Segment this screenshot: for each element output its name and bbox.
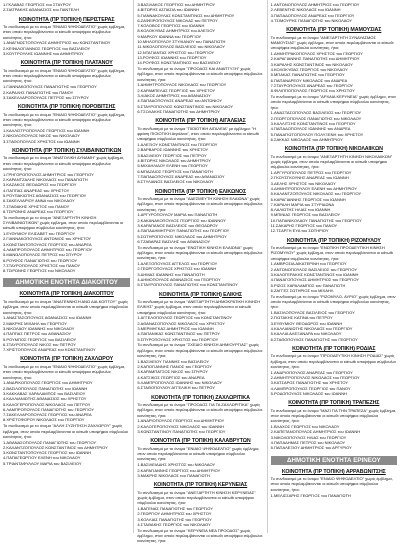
candidate-line: 9.ΜΠΙΝΙΑΣ ΓΕΩΡΓΙΟΣ του ΒΑΣΙΛΕΙΟΥ [270, 212, 341, 218]
candidate-line: 2.ΚΑΛΟΓΕΡΟΠΟΥΛΟΣ ΝΙΚΟΛΑΟΣ του ΙΩΑΝΝΗ [137, 423, 224, 429]
candidate-line: 4.ΤΣΙΜΟΥΡΗΣ ΠΑΝΑΓΙΩΤΗΣ του ΝΙΚΟΛΑΟΥ [270, 17, 353, 23]
candidate-line: 3.ΚΩΝΣΤΑΝΤΟΠΟΥΛΟΣ ΓΕΩΡΓΙΟΣ του ΑΝΔΡΕΑ [3, 241, 92, 247]
community-heading: ΚΟΙΝΟΤΗΤΑ (ΠΡ ΤΟΠΙΚΗ) ΡΙΖΟΜΥΛΟΥ [286, 237, 381, 244]
candidate-line: 4.ΠΑΠΑΔΗΜΑΣ ΠΕΤΡΟΣ του ΝΙΚΟΛΑΟΥ [270, 440, 346, 446]
candidate-line: 5.ΜΠΑΚΑΣ ΠΑΝΑΓΙΩΤΗΣ του ΓΕΩΡΓΙΟΥ [270, 72, 345, 78]
candidate-line: 1.ΓΙΑΝΝΑΚΟΠΟΥΛΟΣ ΠΑΝΑΓΙΩΤΗΣ του ΓΕΩΡΓΙΟΥ [3, 84, 97, 90]
candidate-line: 6.ΣΤΑΘΟΠΟΥΛΟΣ ΠΑΝΑΓΙΩΤΗΣ του ΓΕΩΡΓΙΟΥ [270, 336, 358, 342]
ballot-description: Το συνδυασμό με το όνομα "ΑΝΕΞΑΡΤΗΤΗ ΚΙΝΗΣΗ ΝΙΚΟΛΑΙΙΚΩΝ" χωρίς έμβλημα, στον οποίο περιλαμβάνονται οι κάτωθι υποψήφιοι σύμβουλοι κοινότητας, ήτοι: [270, 153, 393, 170]
ballot-description: Το συνδυασμό με το όνομα "ΠΡΟΟΔΕΥΤΙΚΗ ΚΙΝΗΣΗ ΡΟΔΙΑΣ" χωρίς έμβλημα, στον οποίο περιλαμβάνονται οι κάτωθι υποψήφιοι σύμβουλοι κοινότητας, ήτοι: [270, 353, 396, 370]
candidate-line: 2.ΔΗΜΗΤΡΟΠΟΥΛΟΣ ΝΙΚΟΛΑΟΣ του ΓΕΩΡΓΙΟΥ [270, 375, 360, 381]
ballot-description: Το συνδυασμό με το όνομα "ΕΝΙΑΙΟ ΨΗΦΟΔΕΛΤΙΟ" χωρίς έμβλημα, στον οποίο περιλαμβάνονται οι κάτωθι υποψήφιοι σύμβουλοι κοινότητας, ήτοι: [3, 24, 126, 40]
candidate-line: 3.ΚΑΡΑΠΑΝΟΣ ΒΑΣΙΛΕΙΟΣ του ΘΕΟΔΩΡΟΥ [137, 222, 219, 228]
column-middle [133, 0, 266, 544]
candidate-line: 12.ΝΤΑΓΙΑΝΤΑΣ ΧΡΗΣΤΟΣ του ΓΕΩΡΓΙΟΥ [137, 49, 215, 55]
candidate-line: 4.ΚΑΛΛΙΑΝΙΩΤΗΣ ΝΙΚΟΛΑΟΣ του ΓΕΩΡΓΙΟΥ [270, 326, 353, 332]
candidate-line: 2.ΑΝΤΩΝΟΠΟΥΛΟΣ ΒΑΣΙΛΕΙΟΣ του ΓΕΩΡΓΙΟΥ [270, 266, 358, 272]
candidate-line: 3.ΣΤΑΘΟΠΟΥΛΟΣ ΧΡΗΣΤΟΣ του ΙΩΑΝΝΗ [3, 138, 80, 144]
candidate-line: 4.ΠΑΠΑΔΟΠΟΥΛΟΣ ΙΩΑΝΝΗΣ του ΑΝΔΡΕΑ [270, 126, 351, 132]
candidate-line: 6.ΣΤΑΥΡΟΠΟΥΛΟΣ ΝΙΚΟΣ του ΠΕΤΡΟΥ [3, 341, 76, 347]
ballot-description: Το συνδυασμό με το όνομα "ΑΝΕΞΑΡΤΗΤΗ ΔΗΜΟΚΡΑΤΙΚΗ ΚΙΝΗΣΗ ΕΛΙΚΗΣ" χωρίς έμβλημα, στον οποίο περιλαμβάνονται οι κάτωθι υποψήφιοι σύμβουλοι κοινότητας, ήτοι: [137, 299, 261, 315]
candidate-line: 1.ΑΝΔΡΙΟΠΟΥΛΟΣ ΓΕΩΡΓΙΟΣ του ΔΗΜΗΤΡΙΟΥ [137, 418, 225, 424]
community-heading: ΚΟΙΝΟΤΗΤΑ (ΠΡ ΤΟΠΙΚΗ) ΖΑΧΛΩΡΟΥ [20, 356, 114, 363]
candidate-line: 1.ΑΝΔΡΙΚΟΠΟΥΛΟΣ ΓΕΩΡΓΙΟΣ του ΔΗΜΗΤΡΙΟΥ [3, 380, 93, 386]
candidate-line: 4.ΠΑΠΑΝΙΚΑΣ ΚΩΝΣΤΑΝΤΙΝΟΣ του ΠΕΤΡΟΥ [137, 331, 220, 337]
candidate-line: 6.ΤΣΟΛΑΚΗΣ ΠΑΝΑΓΙΩΤΗΣ του ΔΗΜΗΤΡΙΟΥ [137, 108, 220, 114]
ballot-description: Το συνδυασμό με το όνομα "ΕΝΩΤΙΚΗ ΚΙΝΗΣΗ ΕΛΑΙΩΝΑ" χωρίς έμβλημα, στον οποίο περιλαμβάνονται οι κάτωθι υποψήφιοι σύμβουλοι κοινότητας, ήτοι: [137, 244, 263, 261]
candidate-line: 4.ΠΑΠΑΔΟΠΟΥΛΟΣ ΑΝΔΡΕΑΣ του ΑΝΤΩΝΙΟΥ [137, 98, 222, 104]
candidate-line: 3.ΝΙΚΟΛΑΟΥ ΙΩΑΝΝΗΣ του ΝΙΚΟΛΑΟΥ [3, 325, 75, 331]
candidate-line: 5.ΚΑΛΟΓΕΡΟΠΟΥΛΟΣ ΝΙΚΟΛΑΟΣ του ΠΕΤΡΟΥ [3, 401, 91, 407]
candidate-line: 8.ΤΣΙΡΩΝΗΣ ΑΝΔΡΕΑΣ του ΓΕΩΡΓΙΟΥ [3, 208, 74, 214]
candidate-line: 2.ΚΑΛΑΝΤΖΟΠΟΥΛΟΣ ΚΩΝΣΤΑΝΤΙΝΟΣ του ΔΗΜΗΤΡΙΟΥ [3, 444, 108, 450]
candidate-line: 4.ΛΑΜΠΡΟΠΟΥΛΟΣ ΔΗΜΗΤΡΙΟΣ του ΓΕΩΡΓΙΟΥ [3, 246, 93, 252]
candidate-line: 14.ΡΟΥΦΟΣ ΚΩΝΣΤΑΝΤΙΝΟΣ του ΒΑΣΙΛΕΙΟΥ [137, 60, 221, 66]
candidate-line: 5.ΣΤΑΥΡΟΠΟΥΛΟΣ ΚΩΝΣΤΑΝΤΙΝΟΣ του ΝΙΚΟΛΑΟΥ [137, 103, 234, 109]
candidate-line: 1.ΑΝΑΓΝΩΣΤΟΠΟΥΛΟΣ ΔΗΜΗΤΡΙΟΣ του ΚΩΝΣΤΑΝΤΙΝΟΥ [3, 40, 111, 46]
ballot-description: Το συνδυασμό με το όνομα "ΑΡΧΑΙΑ ΚΕΡΥΝΕΙΑ" χωρίς έμβλημα, στον οποίο περιλαμβάνονται οι κάτωθι υποψήφιοι σύμβουλοι κοινότητας, ήτοι: [270, 93, 397, 110]
candidate-line: 7.ΣΑΚΕΛΛΑΡΟΠΟΥΛΟΣ ΓΕΩΡΓΙΟΣ του ΑΝΔΡΕΑ [3, 412, 92, 418]
candidate-line: 6.ΚΑΡΑΓΙΑΝΝΗΣ ΓΕΩΡΓΙΟΣ του ΙΩΑΝΝΗ [270, 196, 346, 202]
candidate-line: 1.ΒΛΑΧΟΣ ΓΕΩΡΓΙΟΣ του ΝΙΚΟΛΑΟΥ [270, 424, 340, 430]
ballot-description: Το συνδυασμό με το όνομα "ΕΝΙΑΙΟ ΨΗΦΟΔΕΛΤΙΟ" χωρίς έμβλημα, στον οποίο περιλαμβάνονται οι κάτωθι υποψήφιοι σύμβουλοι κοινότητας, ήτοι: [137, 445, 260, 462]
candidate-line: 5.ΡΟΥΠΑΚΙΩΤΗΣ ΑΘΑΝΑΣΙΟΣ του ΓΕΩΡΓΙΟΥ [3, 193, 87, 199]
candidate-line: 2.ΜΑΚΡΗΣ ΜΙΧΑΗΛ του ΓΕΩΡΓΙΟΥ [3, 320, 67, 326]
candidate-line: 1.ΜΕΛΙΣΣΑΡΗΣ ΓΕΩΡΓΙΟΣ του ΠΑΝΑΓΙΩΤΗ [270, 492, 351, 498]
ballot-description: Το συνδυασμό με το όνομα "ΕΝΩΤΙΚΗ ΠΡΟΟΔΕΥΤΙΚΗ ΚΙΝΗΣΗ ΡΙΖΟΜΥΛΟΥ" χωρίς έμβλημα, στον οποίο περιλαμβάνονται οι κάτωθι υποψήφιοι σύμβουλοι κοινότητας, ήτοι: [270, 245, 394, 261]
candidate-line: 3.ΛΙΑΚΟΣ ΔΗΜΗΤΡΙΟΣ του ΑΘΑΝΑΣΙΟΥ [137, 93, 211, 99]
community-heading: ΚΟΙΝΟΤΗΤΑ (ΠΡ ΤΟΠΙΚΗ) ΚΕΡΥΝΕΙΑΣ [153, 482, 248, 489]
community-heading: ΚΟΙΝΟΤΗΤΑ (ΠΡ ΤΟΠΙΚΗ) ΠΟΡΟΒΙΤΣΗΣ [17, 104, 116, 111]
candidate-line: 3.ΠΑΠΑΔΟΠΟΥΛΟΣ ΑΝΔΡΕΑΣ του ΓΕΩΡΓΙΟΥ [270, 12, 355, 18]
ballot-description: Το συνδυασμό με το όνομα "ΑΝΑΓΕΝΝΗΣΗ ΑΝΩ ΔΙΑ-ΚΟΠΤΟΥ" χωρίς έμβλημα, στον οποίο περιλαμβάνονται οι κάτωθι υποψήφιοι σύμβουλοι κοινότητας, ήτοι: [3, 298, 129, 315]
ballot-description: Το συνδυασμό με το όνομα "ΑΝΑΤΟΛΙΚΗ ΔΥΝΑΜΗ" χωρίς έμβλημα, στον οποίο περιλαμβάνονται οι κάτωθι υποψήφιοι σύμβουλοι κοινότητας, ήτοι: [3, 155, 125, 172]
ballot-description: Το συνδυασμό με το όνομα "ΕΝΙΑΙΟ ΨΗΦΟΔΕΛΤΙΟ" χωρίς έμβλημα, στον οποίο περιλαμβάνονται οι κάτωθι υποψήφιοι σύμβουλοι κοινότητας, ήτοι: [3, 363, 126, 380]
ballot-description: Το συνδυασμό με το όνομα "ΠΙΟΙΟΤΙΚΗ ΑΙΓΑΛΕΙΑ" με έμβλημα: "Η φράση ΠΙΟΙΟΤΙΚΗ Αιγιάλεια", στον οποίο περιλαμβάνονται οι κάτωθι υποψήφιοι σύμβουλοι κοινότητας, ήτοι: [137, 125, 259, 142]
candidate-line: 2.ΚΑΡΑΝΤΖΑΛΗΣ ΝΙΚΟΛΑΟΣ του ΠΑΝΑΓΙΩΤΗ [3, 177, 88, 183]
candidate-line: 5.ΣΠΥΡΟΠΟΥΛΟΣ ΧΡΗΣΤΟΣ του ΓΕΩΡΓΙΟΥ [137, 336, 219, 342]
candidate-line: 3.ΔΕΛΗΣ ΧΡΗΣΤΟΣ του ΝΙΚΟΛΑΟΥ [270, 180, 336, 186]
candidate-line: 7.ΚΟΛΟΒΟΣ ΓΕΩΡΓΙΟΣ του ΙΩΑΝΝΗ [137, 23, 205, 29]
ballot-description: Το συνδυασμό με το όνομα "ΑΔΕΣΜΕΥΤΗ ΚΙΝΗΣΗ ΕΛΑΙΩΝΑ" χωρίς έμβλημα, στον οποίο περιλαμβάνονται οι κάτωθι υποψήφιοι σύμβουλοι κοινότητας, ήτοι: [137, 196, 263, 212]
candidate-line: 1.ΑΡΓΥΡΟΠΟΥΛΟΥ ΜΑΡΙΑ του ΠΑΝΑΓΙΩΤΗ [137, 212, 218, 218]
candidate-line: 1.ΑΝΔΡΙΟΠΟΥΛΟΣ ΑΝΔΡΕΑΣ του ΓΕΩΡΓΙΟΥ [270, 369, 353, 375]
column-left [0, 0, 133, 533]
candidate-line: 3.ΚΩΝΣΤΑΝΤΙΝΟΥ ΠΑΝΑΓΙΩΤΗΣ του ΓΕΩΡΓΙΟΥ [137, 429, 226, 435]
candidate-line: 2.ΚΑΡΑΛΗΣ ΠΑΝΑΓΙΩΤΗΣ του ΠΑΝΟΥ [3, 89, 74, 95]
candidate-line: 6.ΡΟΥΦΟΣ ΠΑΝΑΓΙΩΤΗΣ του ΓΕΩΡΓΙΟΥ [3, 257, 78, 263]
column-right [267, 0, 400, 533]
candidate-line: 8.ΚΟΛΟΚΥΘΑΣ ΔΗΜΗΤΡΙΟΣ του ΑΛΕΞΙΟΥ [137, 28, 216, 34]
community-heading: ΚΟΙΝΟΤΗΤΑ (ΠΡ ΤΟΠΙΚΗ) ΚΑΛΑΒΡΥΤΩΝ [150, 438, 251, 445]
candidate-line: 3.ΚΑΛΟΓΕΡΑΚΗΣ ΚΩΝΣΤΑΝΤΙΝΟΣ του ΙΩΑΝΝΗ [270, 272, 359, 278]
candidate-line: 5.ΠΑΝΑΓΙΩΤΟΠΟΥΛΟΥ ΠΟΛΥΞΕΝΗ του ΧΡΗΣΤΟΥ [270, 131, 364, 137]
candidate-line: 8.ΣΤΥΛΙΑΝΟΣ ΒΑΣΙΛΕΙΟΣ του ΝΙΚΟΛΑΟΥ [137, 179, 214, 185]
candidate-line: 2.ΓΙΩΤΑΚΗΣ ΚΑΤΙΝΑ του ΠΕΤΡΟΥ [270, 315, 333, 321]
candidate-line: 9.ΜΑΡΚΟΥ ΙΩΑΝΝΑ του ΓΕΩΡΓΙΟΥ [137, 33, 202, 39]
ballot-description: Το συνδυασμό με το όνομα "ΑΝΕΞΑΡΤΗΤΗ ΚΙΝΗΣΗ ΚΕΡΥΝΕΙΑΣ" χωρίς έμβλημα, στον οποίο περιλαμβάνονται οι κάτωθι υποψήφιοι σύμβουλοι κοινότητας, ήτοι: [137, 489, 256, 506]
candidate-line: 3.ΚΑΛΛΙΤΣΗΣ ΚΩΝΣΤΑΝΤΙΝΟΣ του ΓΕΩΡΓΙΟΥ [270, 120, 356, 126]
candidate-line: 1.ΔΗΜΗΤΡΟΠΟΥΛΟΣ ΝΙΚΟΛΑΟΣ του ΓΕΩΡΓΙΟΥ [137, 82, 227, 88]
candidate-line: 3.ΚΑΖΑΚΟΣ ΘΕΟΔΩΡΟΣ του ΓΕΩΡΓΙΟΥ [3, 182, 77, 188]
candidate-line: 2.ΚΕΦΑΛΟΓΙΑΝΝΟΣ ΓΕΩΡΓΙΟΣ του ΒΑΣΙΛΕΙΟΥ [3, 45, 91, 51]
candidate-line: 7.ΣΤΑΘΑΚΗΣ ΧΡΗΣΤΟΣ του ΠΑΝΟΥ [3, 203, 70, 209]
candidate-line: 4.ΚΑΛΛΙΑΝΙΩΤΗΣ ΑΘΑΝΑΣΙΟΣ του ΧΡΗΣΤΟΥ [3, 396, 87, 402]
candidate-line: 2.ΓΕΩΡΓΟΠΟΥΛΟΣ ΠΑΝΑΓΙΩΤΗΣ του ΝΙΚΟΛΑΟΥ [270, 115, 362, 121]
candidate-line: 2.ΓΙΑΝΝΑΚΟΠΟΥΛΟΣ ΑΝΤΩΝΙΟΣ του ΧΡΗΣΤΟΥ [3, 236, 92, 242]
candidate-line: 3.ΒΑΣΙΛΑΚΟΣ ΓΕΩΡΓΙΟΣ του ΔΗΜΗΤΡΙΟΥ [137, 2, 216, 7]
candidate-line: 1.ΑΜΒΡΟΣΙΑ ΑΙΚΑΤΕΡΙΝΗ του ΓΕΩΡΓΙΟΥ [270, 261, 347, 267]
candidate-line: 6.ΜΠΑΖΑΙΟΣ ΓΕΩΡΓΙΟΣ του ΠΑΝΑΓΙΩΤΗ [137, 168, 213, 174]
community-heading: ΚΟΙΝΟΤΗΤΑ (ΠΡ ΤΟΠΙΚΗ) ΣΥΛΙΒΑΙΝΙΩΤΙΚΩΝ [12, 147, 122, 154]
community-heading: ΚΟΙΝΟΤΗΤΑ (ΠΡ ΤΟΠΙΚΗ) ΤΡΑΠΕΖΗΣ [288, 400, 380, 407]
candidate-line: 3.ΕΥΘΥΜΙΟΥ ΘΕΟΔΩΡΟΣ του ΙΩΑΝΝΗ [270, 320, 343, 326]
candidate-line: 2.ΓΕΩΡΓΟΠΟΥΛΟΣ ΧΡΗΣΤΟΣ του ΙΩΑΝΝΗ [137, 266, 217, 272]
candidate-line: 2.ΛΕΒΕΝΤΗΣ ΝΙΚΟΛΑΟΣ του ΙΩΑΝΝΗ [270, 7, 341, 13]
candidate-line: 1.ΕΥΘΥΜΙΟΥ ΕΛΙΣΑΒΕΤ του ΓΕΩΡΓΙΟΥ [3, 231, 76, 237]
candidate-line: 4.ΣΤΑΘΑΚΗΣ ΓΕΩΡΓΙΟΣ του ΝΙΚΟΛΑΟΥ [137, 521, 211, 527]
candidate-line: 1.ΑΝΑΣΤΑΣΟΠΟΥΛΟΣ ΒΑΣΙΛΕΙΟΣ του ΓΕΩΡΓΙΟΥ [270, 110, 362, 116]
candidate-line: 6.ΖΑΓΓΕΣ ΣΩΤΗΡΙΟΣ του ΜΙΧΑΗΛ [270, 287, 334, 293]
candidate-line: 11.ΣΑΚΑΡΗΣ ΓΕΩΡΓΙΟΣ του ΠΑΝΟΥ [270, 222, 338, 228]
candidate-line: 4.ΠΑΝΑΓΟΠΟΥΛΟΣ ΔΗΜΗΤΡΙΟΣ του ΓΕΩΡΓΙΟΥ [270, 277, 359, 283]
candidate-line: 5.ΡΙΖΟΣ ΧΑΡΑΛΑΜΠΟΣ του ΠΑΝΑΓΙΩΤΗ [270, 282, 346, 288]
community-heading: ΚΟΙΝΟΤΗΤΑ (ΠΡ ΤΟΠΙΚΗ) ΕΛΙΚΩΝΟΣ [154, 188, 247, 195]
ballot-description: Το συνδυασμό με το όνομα "ΚΕΡΥΝΕΙΑ ΝΕΑ ΠΡΟΟΔΟΣ" χωρίς έμβλημα, στον οποίο περιλαμβάνονται οι κάτωθι υποψήφιοι σύμβουλοι κοινότητας, ήτοι: [137, 527, 263, 544]
candidate-line: 5.ΤΡΙΑΝΤΑΦΥΛΛΟΥ ΜΑΡΙΑ του ΒΑΣΙΛΕΙΟΥ [3, 460, 82, 466]
candidate-line: 2.ΓΚΟΥΣΓΚΟΥΝΗΣ ΑΝΔΡΕΑΣ του ΙΩΑΝΝΗ [270, 175, 349, 181]
candidate-line: 1.ΚΑΛΛΙΣΤΡΟΠΟΥΛΟΣ ΓΕΩΡΓΙΟΣ του ΙΩΑΝΝΗ [3, 128, 90, 134]
ballot-description: Το συνδυασμό με το όνομα "ΑΝΕΞΑΡΤΗΤΗ ΚΙΝΗΣΗ ΣΥΛΙΒΑΙΝΙΩΤΙΚΩΝ" χωρίς έμβλημα, στον οποίο περιλαμβάνονται οι κάτωθι υποψήφιοι σύμβουλοι κοινότητας, ήτοι: [3, 214, 124, 231]
candidate-line: 1.ΑΝΑΣΤΑΣΟΠΟΥΛΟΣ ΑΘΑΝΑΣΙΟΣ του ΙΩΑΝΝΗ [3, 315, 92, 321]
candidate-line: 5.ΜΙΧΑΗΛΙΔΟΥ ΕΛΕΝΗ του ΓΕΩΡΓΙΟΥ [137, 163, 208, 169]
candidate-line: 2.ΚΑΡΑΓΙΑΝΝΗΣ ΓΕΩΡΓΙΟΣ του ΔΗΜΗΤΡΙΟΥ [137, 467, 221, 473]
candidate-line: 1.ΑΝΤΩΝΟΠΟΥΛΟΣ ΔΗΜΗΤΡΙΟΣ του ΓΕΩΡΓΙΟΥ [270, 2, 360, 7]
candidate-line: 7.ΣΤΑΥΡΟΠΟΥΛΟΣ ΑΝΔΡΕΑΣ του ΓΕΩΡΓΙΟΥ [270, 82, 354, 88]
candidate-line: 3.ΚΑΤΣΑΡΟΣ ΠΑΝΑΓΙΩΤΗΣ του ΧΡΗΣΤΟΥ [270, 380, 349, 386]
candidate-line: 2.ΒΑΡΒΑΡΟΣ ΙΩΑΝΝΗΣ του ΧΡΗΣΤΟΥ [137, 147, 209, 153]
candidate-line: 1.ΔΗΜΗΤΡΑΚΟΠΟΥΛΟΣ ΧΡΗΣΤΟΣ του ΓΕΩΡΓΙΟΥ [270, 51, 363, 57]
candidate-line: 4.ΒΙΤΩΡΗΣ ΑΣΠΑΣΙΑ του ΙΩΑΝΝΗ [137, 7, 200, 13]
ballot-description: Το συνδυασμό με το όνομα "ΕΝΙΑΙΟ ΨΗΦΟΔΕΛΤΙΟ" χωρίς έμβλημα, στον οποίο περιλαμβάνονται οι κάτωθι υποψήφιοι σύμβουλοι κοινότητας, ήτοι: [270, 476, 393, 492]
candidate-line: 4.ΒΙΤΩΡΗΣ ΝΙΚΟΛΑΟΣ του ΔΗΜΗΤΡΙΟΥ [137, 158, 211, 164]
municipal-unit-banner: ΔΗΜΟΤΙΚΗ ΕΝΟΤΗΤΑ ΔΙΑΚΟΠΤΟΥ [3, 278, 130, 287]
candidate-line: 5.ΓΙΑΝΝΑΚΟΥΛΑΣ ΚΩΝΣΤΑΝΤΙΝΟΣ του ΔΗΜΗΤΡΙΟΥ [137, 12, 235, 18]
community-heading: ΚΟΙΝΟΤΗΤΑ (ΠΡ ΤΟΠΙΚΗ) ΔΙΑΚΟΠΤΟΥ [19, 291, 114, 298]
candidate-line: 5.ΠΑΠΑΛΕΞΙΟΥ ΔΗΜΗΤΡΙΟΣ του ΑΡΓΥΡΙΟΥ [270, 445, 352, 451]
candidate-line: 1.ΑΡΓΥΡΟΠΟΥΛΟΣ ΠΕΤΡΟΣ του ΓΕΩΡΓΙΟΥ [270, 170, 352, 176]
candidate-line: 10.ΠΑΠΑΝΙΚΟΛΑΟΥ ΠΑΝΑΓΙΩΤΗΣ του ΓΕΩΡΓΙΟΥ [270, 217, 362, 223]
candidate-line: 5.ΡΟΔΟΠΟΥΛΟΣ ΝΙΚΟΛΑΟΣ του ΙΩΑΝΝΗ [270, 391, 347, 396]
candidate-line: 3.ΚΩΝΣΤΑΝΤΟΠΟΥΛΟΣ ΓΕΩΡΓΙΟΣ του ΙΩΑΝΝΗ [3, 450, 92, 456]
candidate-line: 1.ΑΓΓΕΛΟΠΟΥΛΟΣ ΓΕΩΡΓΙΟΣ του ΚΩΝΣΤΑΝΤΙΝΟΥ [137, 315, 233, 321]
candidate-line: 11.ΝΙΚΟΛΟΠΟΥΛΟΣ ΒΑΣΙΛΕΙΟΣ του ΝΙΚΟΛΑΟΥ [137, 44, 226, 50]
candidate-line: 8.ΦΙΛΙΠΠΟΠΟΥΛΟΣ ΓΕΩΡΓΙΟΣ του ΧΡΗΣΤΟΥ [270, 88, 355, 94]
candidate-line: 3.ΜΑΚΡΗΣ ΝΙΚΟΛΑΟΣ του ΠΑΝΑΓΙΩΤΗ [137, 472, 210, 478]
candidate-line: 7.ΣΤΑΥΡΟΠΟΥΛΟΣ ΧΡΗΣΤΟΣ του ΠΑΝΟΥ [3, 262, 81, 268]
candidate-line: 7.ΧΡΙΣΤΟΠΟΥΛΟΣ ΑΝΔΡΕΑΣ του ΚΩΝΣΤΑΝΤΙΝΟΥ [3, 347, 96, 353]
candidate-line: 3.ΔΗΜΑΣ ΙΩΑΝΝΗΣ του ΠΑΝΑΓΙΩΤΗ [137, 271, 205, 277]
candidate-line: 4.ΠΑΠΑΔΗΜΗΤΡΙΟΥ ΠΑΝΑΓΙΩΤΗΣ του ΓΕΩΡΓΙΟΥ [137, 228, 230, 234]
candidate-line: 3.ΜΕΡΜΗΓΚΑΣ ΔΗΜΗΤΡΙΟΣ του ΙΩΑΝΝΗ [137, 326, 214, 332]
ballot-description: Το συνδυασμό με το όνομα "ΣΧΕΔΙΟ ΚΙΝΗΣΗ ΔΗΜΙΟΥΡΓΙΑΣ" χωρίς έμβλημα, στον οποίο περιλαμβάνονται οι κάτωθι υποψήφιοι σύμβουλοι κοινότητας, ήτοι: [137, 342, 263, 359]
candidate-line: 5.ΚΑΛΑΝΤΖΟΠΟΥΛΟΣ ΝΙΚΟΛΑΟΣ του ΓΕΩΡΓΙΟΥ [270, 191, 362, 197]
candidate-line: 6.ΖΑΦΕΙΡΟΠΟΥΛΟΣ ΝΙΚΟΛΑΣ του ΠΕΤΡΟΥ [137, 17, 218, 23]
candidate-line: 2.ΝΙΚΟΛΟΠΟΥΛΟΣ ΝΙΚΟΣ του ΝΙΚΟΛΑΟΥ [3, 133, 80, 139]
candidate-line: 6.ΣΑΚΕΛΛΑΡΙΟΥ ΑΝΝΑ του ΝΙΚΟΛΑΟΥ [3, 198, 75, 204]
ballot-description: Το συνδυασμό με το όνομα "ΠΡΟΟΔΟΣ ΚΑΙ ΑΝΑΠΤΥΞΗ" χωρίς έμβλημα, στον οποίο περιλαμβάνονται οι κάτωθι υποψήφιοι σύμβουλοι κοινότητας, ήτοι: [137, 66, 263, 82]
ballot-description: Το συνδυασμό με το όνομα "ΠΡΟΟΔΟΣ ΓΙΑ ΤΑ ΖΑΧΛΩΡΙΤΙΚΑ" χωρίς έμβλημα, στον οποίο περιλαμβάνονται οι κάτωθι υποψήφιοι σύμβουλοι κοινότητας, ήτοι: [137, 402, 263, 418]
candidate-line: 3.ΒΑΣΙΛΕΙΟΥ ΓΕΩΡΓΙΟΣ του ΠΕΤΡΟΥ [137, 152, 207, 158]
candidate-line: 3.ΝΙΚΟΛΟΠΟΥΛΟΣ ΗΛΙΑΣ του ΓΕΩΡΓΙΟΥ [270, 434, 347, 440]
candidate-line: 4.ΚΟΛΟΚΥΘΑΣ ΓΕΩΡΓΙΟΣ του ΝΙΚΟΛΑΟΥ [270, 66, 348, 72]
candidate-line: 6.ΣΑΚΚΑΣ ΝΙΚΟΛΑΟΣ του ΔΗΜΗΤΡΙΟΥ [270, 136, 343, 142]
candidate-line: 1.ΑΛΕΞΟΠΟΥΛΟΣ ΑΓΓΕΛΟΣ του ΓΕΩΡΓΙΟΥ [137, 261, 218, 267]
candidate-line: 2.ΑΘΑΝΑΣΟΠΟΥΛΟΣ ΝΙΚΟΛΑΟΣ του ΧΡΗΣΤΟΥ [137, 320, 225, 326]
candidate-line: 10.ΜΗΛΟΠΟΥΛΟΥ ΣΤΥΛΙΑΝΟΥ του ΠΑΝΑΓΙΩΤΗ [137, 39, 226, 45]
candidate-line: 4.ΛΑΜΠΡΟΠΟΥΛΟΣ ΓΕΩΡΓΙΟΣ του ΠΑΝΟΥ [270, 385, 351, 391]
candidate-line: 8.ΤΣΙΡΩΝΗΣ ΓΕΩΡΓΙΟΣ του ΝΙΚΟΛΑΟΥ [3, 268, 76, 274]
candidate-line: 13.ΡΟΥΦΟΣ ΙΩΑΝΝΗΣ του ΓΕΩΡΓΙΟΥ [137, 54, 207, 60]
community-heading: ΚΟΙΝΟΤΗΤΑ (ΠΡ ΤΟΠΙΚΗ) ΖΑΧΛΩΡΙΤΙΚΑ [151, 394, 250, 401]
candidate-line: 2.ΚΑΡΑΜΠΕΛΑΣ ΓΕΩΡΓΙΟΣ του ΧΡΗΣΤΟΥ [137, 87, 216, 93]
municipal-unit-banner: ΔΗΜΟΤΙΚΗ ΕΝΟΤΗΤΑ ΕΡΙΝΕΟΥ [271, 456, 397, 465]
candidate-line: 6.ΤΖΑΒΑΡΑΣ ΒΑΣΙΛΗΣ του ΑΘΑΝΑΣΙΟΥ [137, 238, 211, 244]
candidate-line: 5.ΛΑΜΠΡΟΠΟΥΛΟΣ ΙΩΑΝΝΗΣ του ΝΙΚΟΛΑΟΥ [137, 380, 223, 385]
candidate-line: 6.ΠΑΠΑΝΔΡΕΟΥ ΝΙΚΟΛΑΟΣ του ΑΝΔΡΕΑ [270, 77, 348, 83]
candidate-line: 2.ΓΕΩΡΓΙΟΥ ΔΗΜΗΤΡΙΟΣ του ΧΡΗΣΤΟΥ [137, 511, 212, 517]
candidate-line: 2.ΚΑΡΑΓΙΑΝΝΗΣ ΠΑΝΑΓΙΩΤΗΣ του ΔΗΜΗΤΡΙΟΥ [270, 56, 360, 62]
community-heading: ΚΟΙΝΟΤΗΤΑ (ΠΡ ΤΟΠΙΚΗ) ΑΙΓΑΛΕΙΑΣ [155, 118, 246, 125]
candidate-line: 3.ΚΑΡΑΛΗΣ ΚΩΝΣΤΑΝΤΙΝΟΣ του ΝΙΚΟΛΑΟΥ [270, 61, 353, 67]
candidate-line: 2.ΒΑΣΙΛΟΠΟΥΛΟΣ ΠΑΝΑΓΙΩΤΗΣ του ΙΩΑΝΝΗ [3, 385, 88, 391]
community-heading: ΚΟΙΝΟΤΗΤΑ (ΠΡ ΤΟΠΙΚΗ) ΜΑΜΟΥΣΙΑΣ [286, 27, 382, 34]
candidate-line: 3.ΚΑΚΚΑΒΑΣ ΧΑΡΑΛΑΜΠΟΣ του ΒΑΣΙΛΕΙΟΥ [3, 390, 86, 396]
candidate-line: 7.ΚΑΡΑΛΗ ΜΑΡΙΑ του ΣΤΥΡΙΔΩΝΑ [270, 201, 335, 207]
candidate-line: 3.ΚΑΡΑΜΠΑΤΣΟΣ ΝΙΚΟΣ του ΣΠΥΡΟΥ [137, 369, 208, 375]
candidate-line: 2.ΚΑΠΟΓΙΑΝΝΗΣ ΠΑΝΟΣ του ΓΕΩΡΓΙΟΥ [137, 364, 212, 370]
candidate-line: 2.ΣΙΑΤΡΑΚΗΣ ΑΘΑΝΑΣΙΟΣ του ΠΑΝΤΕΛΗ [3, 7, 79, 13]
candidate-line: 4.ΚΑΤΣΙΚΟΣ ΓΕΩΡΓΙΟΣ του ΑΝΔΡΕΑ [137, 374, 205, 380]
candidate-line: 5.ΚΑΛΛΙΑ ΑΛΕΞΑΝΔΡΑ του ΝΙΚΟΛΑΟΥ [270, 331, 342, 337]
candidate-line: 1.ΓΡΗΓΟΡΟΠΟΥΛΟΣ ΔΗΜΗΤΡΙΟΣ του ΓΕΩΡΓΙΟΥ [3, 171, 94, 177]
community-heading: ΚΟΙΝΟΤΗΤΑ (ΠΡ ΤΟΠΙΚΗ) ΑΡΡΑΒΩΝΙΤΣΗΣ [281, 468, 386, 475]
candidate-line: 4.ΠΑΠΠΑΣ ΑΝΔΡΕΑΣ του ΧΡΗΣΤΟΥ [3, 187, 70, 193]
community-heading: ΚΟΙΝΟΤΗΤΑ (ΠΡ ΤΟΠΙΚΗ) ΡΟΔΙΑΣ [292, 345, 376, 352]
candidate-line: 4.ΔΗΜΗΤΡΟΠΟΥΛΟΥ ΕΛΕΝΗ του ΔΗΜΗΤΡΙΟΥ [270, 185, 357, 191]
candidate-line: 1.ΒΑΓΕΝΑΣ ΠΑΝΑΓΙΩΤΗΣ του ΓΕΩΡΓΙΟΥ [137, 506, 213, 512]
candidate-line: 1.ΑΛΕΞΙΟΥ ΚΩΝΣΤΑΝΤΙΝΟΣ του ΓΕΩΡΓΙΟΥ [137, 142, 218, 148]
candidate-line: 5.ΣΩΤΗΡΟΠΟΥΛΟΣ ΝΙΚΟΛΑΟΣ του ΔΗΜΗΤΡΙΟΥ [137, 233, 227, 239]
candidate-line: 5.ΡΟΥΜΠΟΣ ΓΕΩΡΓΙΟΣ του ΒΑΣΙΛΕΙΟΥ [3, 336, 77, 342]
candidate-line: 3.ΚΟΛΛΙΑΣ ΠΑΝΑΓΙΩΤΗΣ του ΓΕΩΡΓΙΟΥ [137, 516, 212, 522]
candidate-line: 1.ΑΘΑΝΑΣΟΠΟΥΛΟΣ ΠΑΝΑΓΙΩΤΗΣ του ΓΕΩΡΓΙΟΥ [3, 439, 97, 445]
candidate-line: 2.ΚΑΠΕΤΑΝΟΠΟΥΛΟΣ ΔΗΜΗΤΡΙΟΣ του ΙΩΑΝΝΗ [270, 429, 361, 435]
candidate-line: 5.ΣΤΑΥΡΟΠΟΥΛΟΣ ΠΑΝΑΓΙΩΤΗΣ του ΚΩΝΣΤΑΝΤΙΝΟΥ [137, 282, 238, 288]
candidate-line: 7.ΠΑΠΑΔΟΠΟΥΛΟΣ ΑΝΔΡΕΑΣ του ΑΘΑΝΑΣΙΟΥ [137, 173, 225, 179]
candidate-line: 4.ΔΗΜΟΠΟΥΛΟΣ ΑΘΑΝΑΣΙΟΣ του ΓΕΩΡΓΙΟΥ [137, 276, 221, 282]
candidate-line: 8.ΛΑΛΙΩΤΗΣ ΗΛΙΑΣ του ΙΩΑΝΝΗ [270, 207, 331, 213]
candidate-line: 1.ΒΑΣΙΛΟΠΟΥΛΟΣ ΒΑΣΙΛΕΙΟΣ του ΓΕΩΡΓΙΟΥ [270, 310, 355, 316]
candidate-line: 6.ΛΑΜΠΡΟΠΟΥΛΟΣ ΠΑΝΑΓΙΩΤΗΣ του ΓΕΩΡΓΙΟΥ [3, 406, 95, 412]
candidate-line: 6.ΣΤΑΘΟΠΟΥΛΟΥ ΑΓΓΕΛΙΚΗ του ΠΕΤΡΟΥ [137, 385, 215, 391]
community-heading: ΚΟΙΝΟΤΗΤΑ (ΠΡ ΤΟΠΙΚΗ) ΠΕΡΙΣΤΕΡΑΣ [18, 16, 115, 23]
candidate-line: 4.ΠΑΠΠΑΣ ΠΕΤΡΟΣ του ΑΘΑΝΑΣΙΟΥ [3, 331, 72, 337]
candidate-line: 8.ΧΡΙΣΤΟΦΟΡΟΥ ΝΙΚΟΛΑΟΣ του ΓΕΩΡΓΙΟΥ [3, 417, 85, 423]
ballot-description: Το συνδυασμό με το όνομα "ΕΝΙΑΙΟ ΨΗΦΟΔΕΛΤΙΟ" χωρίς έμβλημα, στον οποίο περιλαμβάνονται οι κάτωθι υποψήφιοι σύμβουλοι κοινότητας, ήτοι: [3, 67, 126, 84]
ballot-description: Το συνδυασμό με το όνομα "ΡΙΖΟΜΥΛΟ- ΑΥΡΙΟ" χωρίς έμβλημα, στον οποίο περιλαμβάνονται οι κάτωθι υποψήφιοι σύμβουλοι κοινότητας, ήτοι: [270, 293, 396, 310]
candidate-line: 3.ΣΑΚΕΛΛΑΡΟΠΟΥΛΟΣ ΠΕΤΡΟΣ του ΣΠΥΡΟΥ [3, 94, 89, 100]
candidate-line: 1.ΒΑΣΙΛΕΙΟΥ ΓΙΑΝΝΗΣ του ΒΑΣΙΛΕΙΟΥ [137, 358, 210, 364]
candidate-line: 12.ΤΣΑΡΓΗ ΕΥΑ του ΣΩΤΗΡΙΟΥ [270, 228, 329, 234]
ballot-description: Το συνδυασμό με το όνομα "ΑΛΛΗ ΣΥΖΗΤΗΣΗ ΖΑΧΛΩΡΟΥ" χωρίς έμβλημα, στον οποίο περιλαμβάνονται οι κάτωθι υποψήφιοι σύμβουλοι κοινότητας, ήτοι: [3, 423, 129, 439]
candidate-line: 1.ΓΚΛΑΒΑΣ ΓΕΩΡΓΙΟΣ του ΣΤΑΥΡΟΥ [3, 2, 72, 7]
candidate-line: 3.ΚΟΥΤΡΟΥΛΗΣ ΙΩΑΝΝΗΣ του ΔΗΜΗΤΡΙΟΥ [3, 51, 84, 57]
candidate-line: 2.ΚΑΚΑΝΑΚΟΠΟΥΛΟΣ ΓΕΩΡΓΙΟΣ του ΙΩΑΝΝΟΥ [137, 217, 226, 223]
ballot-description: Το συνδυασμό με το όνομα "ΕΝΙΑΙΟ ΨΗΦΟΔΕΛΤΙΟ" χωρίς έμβλημα, στον οποίο περιλαμβάνονται οι κάτωθι υποψήφιοι σύμβουλοι κοινότητας, ήτοι: [3, 111, 126, 128]
candidate-line: 1.ΒΑΣΙΛΕΙΑΔΗΣ ΧΡΗΣΤΟΣ του ΝΙΚΟΛΑΟΥ [137, 462, 216, 468]
community-heading: ΚΟΙΝΟΤΗΤΑ (ΠΡ ΤΟΠΙΚΗ) ΕΛΙΚΗΣ [159, 291, 242, 298]
candidate-line: 5.ΜΑΝΩΛΟΠΟΥΛΟΣ ΠΕΤΡΟΣ του ΣΠΥΡΟΥ [3, 252, 83, 258]
candidate-line: 4.ΠΑΠΑΓΕΩΡΓΙΟΥ ΕΛΕΝΗ του ΝΙΚΟΛΑΟΥ [3, 455, 81, 461]
ballot-description: Το συνδυασμό με το όνομα "ΑΝΕΞΑΡΤΗΤΗ ΣΥΝΔΥΑΣΜΟΣ ΜΑΜΟΥΣΙΑΣ" χωρίς έμβλημα, στον οποίο περιλαμβάνονται οι κάτωθι υποψήφιοι σύμβουλοι κοινότητας, ήτοι: [270, 34, 394, 51]
ballot-description: Το συνδυασμό με το όνομα "ΜΑΖΙ ΓΙΑ ΤΗΝ ΤΡΑΠΕΖΑ" χωρίς έμβλημα, στον οποίο περιλαμβάνονται οι κάτωθι υποψήφιοι σύμβουλοι κοινότητας, ήτοι: [270, 407, 397, 424]
community-heading: ΚΟΙΝΟΤΗΤΑ (ΠΡ ΤΟΠΙΚΗ) ΠΛΑΤΑΝΟΥ [20, 60, 113, 67]
community-heading: ΚΟΙΝΟΤΗΤΑ (ΠΡ ΤΟΠΙΚΗ) ΝΙΚΟΛΑΙΙΚΩΝ [284, 146, 383, 153]
